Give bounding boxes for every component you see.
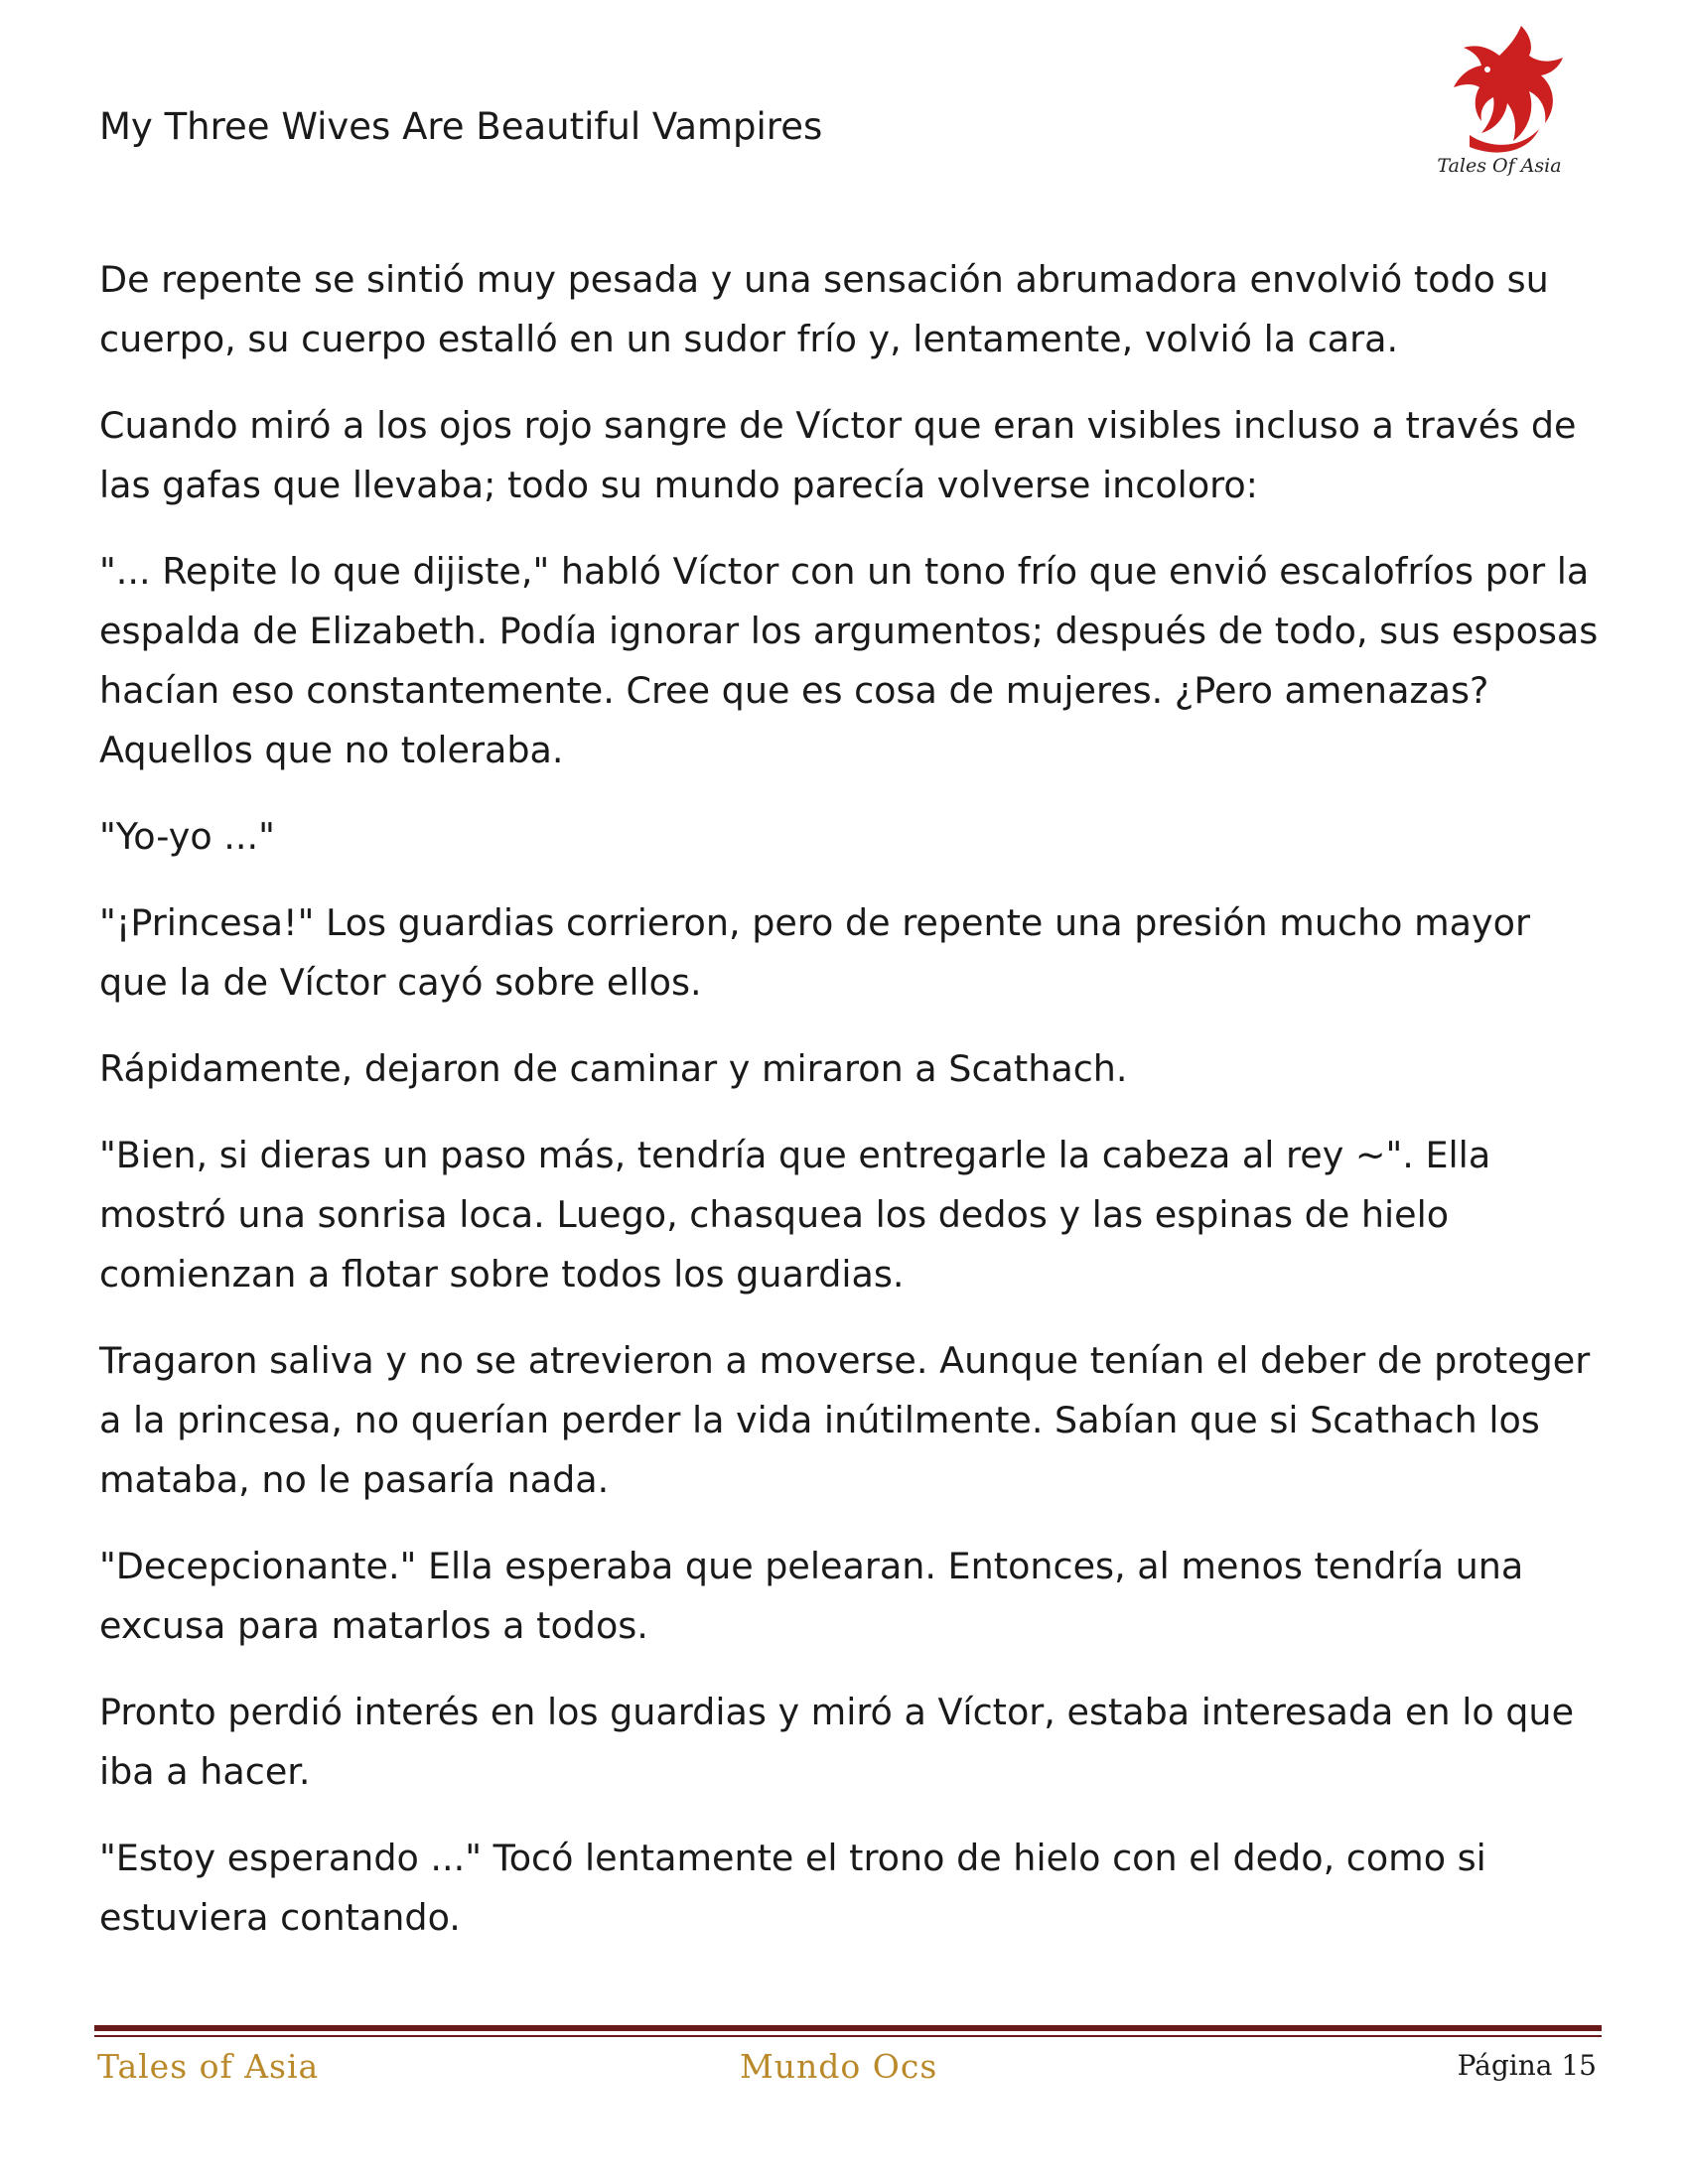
paragraph: "... Repite lo que dijiste," habló Víctor con un tono frío que envió escalofríos por la espalda de Elizabeth. Podía ignorar los argumentos; después de todo, sus esposas hacían eso constantemente. Cree que es cosa de mujeres. ¿Pero amenazas? Aquellos que no toleraba. — [99, 550, 1599, 771]
document-title: My Three Wives Are Beautiful Vampires — [99, 105, 823, 148]
tales-of-asia-logo — [1430, 18, 1569, 182]
footer-divider-thin — [94, 2035, 1602, 2037]
paragraph: Rápidamente, dejaron de caminar y miraron a Scathach. — [99, 1047, 1128, 1090]
paragraph: De repente se sintió muy pesada y una sensación abrumadora envolvió todo su cuerpo, su cuerpo estalló en un sudor frío y, lentamente, volvió la cara. — [99, 258, 1549, 360]
paragraph: "Bien, si dieras un paso más, tendría que entregarle la cabeza al rey ~". Ella mostró una sonrisa loca. Luego, chasquea los dedos y las espinas de hielo comienzan a flotar sobre todos los guardias. — [99, 1134, 1491, 1296]
paragraph: "Decepcionante." Ella esperaba que pelearan. Entonces, al menos tendría una excusa para matarlos a todos. — [99, 1545, 1524, 1647]
logo-text: Tales Of Asia — [1437, 155, 1562, 177]
paragraph: Pronto perdió interés en los guardias y miró a Víctor, estaba interesada en lo que iba a hacer. — [99, 1691, 1575, 1793]
page-number: Página 15 — [1457, 2049, 1597, 2082]
footer-source: Mundo Ocs — [740, 2047, 938, 2086]
footer-divider — [94, 2025, 1602, 2031]
paragraph: Cuando miró a los ojos rojo sangre de Víctor que eran visibles incluso a través de las gafas que llevaba; todo su mundo parecía volverse incoloro: — [99, 404, 1577, 506]
footer-publisher: Tales of Asia — [97, 2047, 320, 2086]
paragraph: Tragaron saliva y no se atrevieron a moverse. Aunque tenían el deber de proteger a la princesa, no querían perder la vida inútilmente. Sabían que si Scathach los mataba, no le pasaría nada. — [99, 1339, 1591, 1501]
body-text — [99, 250, 1599, 1975]
paragraph: "¡Princesa!" Los guardias corrieron, pero de repente una presión mucho mayor que la de Víctor cayó sobre ellos. — [99, 901, 1530, 1004]
paragraph: "Yo-yo ..." — [99, 815, 275, 858]
paragraph: "Estoy esperando ..." Tocó lentamente el trono de hielo con el dedo, como si estuviera contando. — [99, 1837, 1486, 1939]
